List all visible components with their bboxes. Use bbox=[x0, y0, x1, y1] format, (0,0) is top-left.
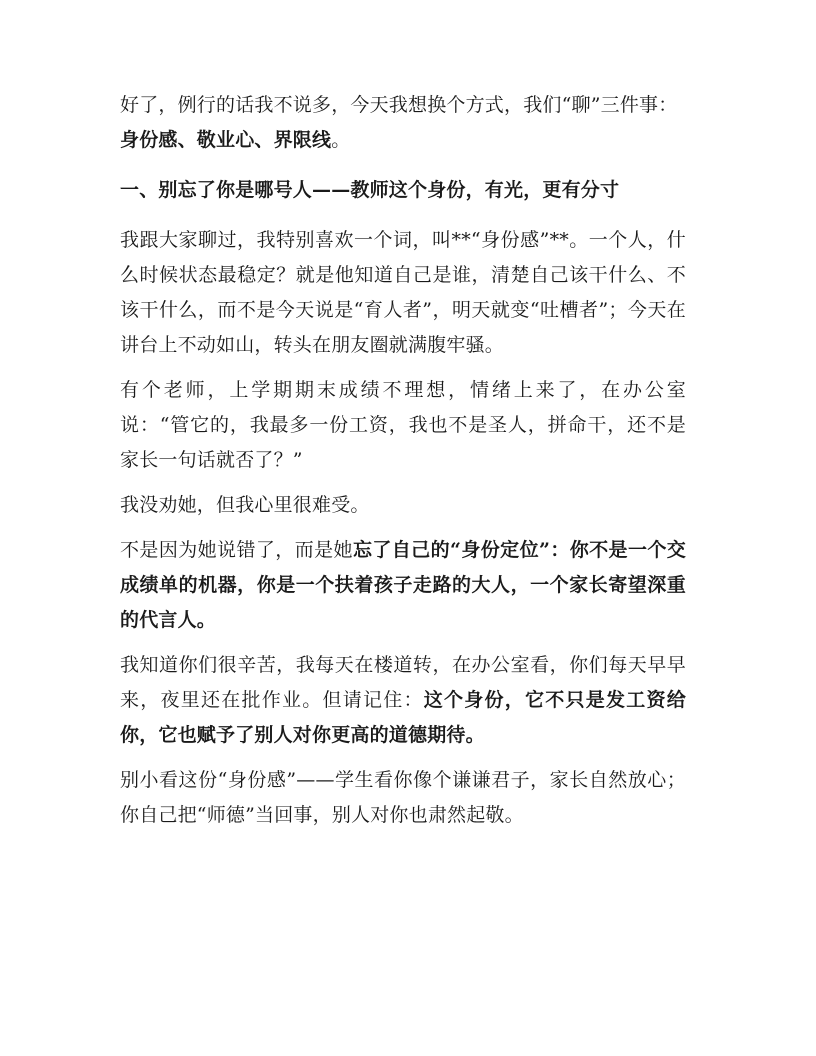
intro-period: 。 bbox=[331, 129, 351, 151]
p5-text: 我知道你们很辛苦，我每天在楼道转，在办公室看，你们每天早早来，夜里还在批作业。但请记住： bbox=[120, 654, 686, 711]
document-page bbox=[120, 88, 686, 833]
paragraph-hard-work bbox=[120, 648, 686, 753]
paragraph-feeling: 我没劝她，但我心里很难受。 bbox=[120, 494, 370, 516]
intro-text: 好了，例行的话我不说多，今天我想换个方式，我们“聊”三件事： bbox=[120, 94, 678, 116]
p4-text: 不是因为她说错了，而是她 bbox=[120, 539, 353, 561]
p4-bold-text: 忘了自己的“身份定位”：你不是一个交成绩单的机器，你是一个扶着孩子走路的大人，一个家长寄望深重的代言人。 bbox=[120, 539, 686, 631]
section-heading-1: 一、别忘了你是哪号人——教师这个身份，有光，更有分寸 bbox=[120, 179, 620, 201]
paragraph-teacher-story: 有个老师，上学期期末成绩不理想，情绪上来了，在办公室说：“管它的，我最多一份工资，我也不是圣人，拼命干，还不是家长一句话就否了？” bbox=[120, 379, 686, 471]
p5-bold-text: 这个身份，它不只是发工资给你，它也赋予了别人对你更高的道德期待。 bbox=[120, 689, 686, 746]
paragraph-identity-position bbox=[120, 533, 686, 638]
intro-paragraph bbox=[120, 88, 686, 158]
paragraph-identity-sense: 我跟大家聊过，我特别喜欢一个词，叫**“身份感”**。一个人，什么时候状态最稳定？就是他知道自己是谁，清楚自己该干什么、不该干什么，而不是今天说是“育人者”，明天就变“吐槽者”；今天在讲台上不动如山，转头在朋友圈就满腹牢骚。 bbox=[120, 229, 686, 356]
intro-keywords: 身份感、敬业心、界限线 bbox=[120, 129, 332, 151]
paragraph-respect: 别小看这份“身份感”——学生看你像个谦谦君子，家长自然放心；你自己把“师德”当回事，别人对你也肃然起敬。 bbox=[120, 769, 686, 826]
